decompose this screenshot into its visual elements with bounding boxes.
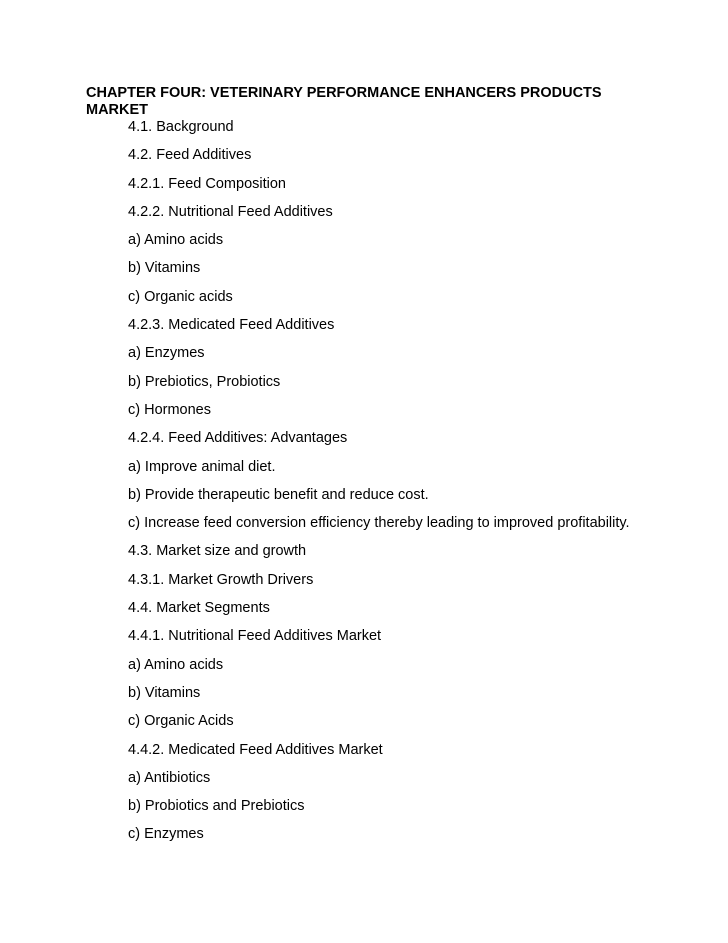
- toc-item-4-2: 4.2. Feed Additives: [128, 147, 252, 164]
- toc-item-enzymes-market: c) Enzymes: [128, 826, 204, 843]
- toc-item-4-3-1: 4.3.1. Market Growth Drivers: [128, 571, 314, 588]
- toc-item-4-2-3: 4.2.3. Medicated Feed Additives: [128, 317, 335, 334]
- table-of-contents: [128, 118, 630, 854]
- toc-item-probiotics-prebiotics: b) Probiotics and Prebiotics: [128, 798, 305, 815]
- toc-item-amino-acids-market: a) Amino acids: [128, 656, 224, 673]
- toc-item-organic-acids: c) Organic acids: [128, 288, 233, 305]
- toc-item-prebiotics-probiotics: b) Prebiotics, Probiotics: [128, 373, 281, 390]
- toc-item-4-2-4: 4.2.4. Feed Additives: Advantages: [128, 430, 348, 447]
- toc-item-4-3: 4.3. Market size and growth: [128, 543, 307, 560]
- toc-item-organic-acids-market: c) Organic Acids: [128, 713, 234, 730]
- toc-item-vitamins: b) Vitamins: [128, 260, 201, 277]
- toc-item-hormones: c) Hormones: [128, 401, 211, 418]
- toc-item-4-4-2: 4.4.2. Medicated Feed Additives Market: [128, 741, 383, 758]
- toc-item-enzymes: a) Enzymes: [128, 345, 205, 362]
- toc-item-amino-acids: a) Amino acids: [128, 232, 224, 249]
- toc-item-antibiotics: a) Antibiotics: [128, 769, 211, 786]
- toc-item-4-1: 4.1. Background: [128, 119, 234, 135]
- toc-item-4-4: 4.4. Market Segments: [128, 600, 270, 617]
- toc-item-therapeutic-benefit: b) Provide therapeutic benefit and reduce cost.: [128, 486, 429, 503]
- toc-item-4-4-1: 4.4.1. Nutritional Feed Additives Market: [128, 628, 382, 645]
- toc-item-4-2-2: 4.2.2. Nutritional Feed Additives: [128, 203, 333, 220]
- toc-item-improve-diet: a) Improve animal diet.: [128, 458, 276, 475]
- chapter-heading: CHAPTER FOUR: VETERINARY PERFORMANCE ENHANCERS PRODUCTS MARKET: [86, 85, 602, 118]
- toc-item-vitamins-market: b) Vitamins: [128, 684, 201, 701]
- toc-item-feed-conversion: c) Increase feed conversion efficiency thereby leading to improved profitability.: [128, 515, 630, 532]
- toc-item-4-2-1: 4.2.1. Feed Composition: [128, 175, 286, 192]
